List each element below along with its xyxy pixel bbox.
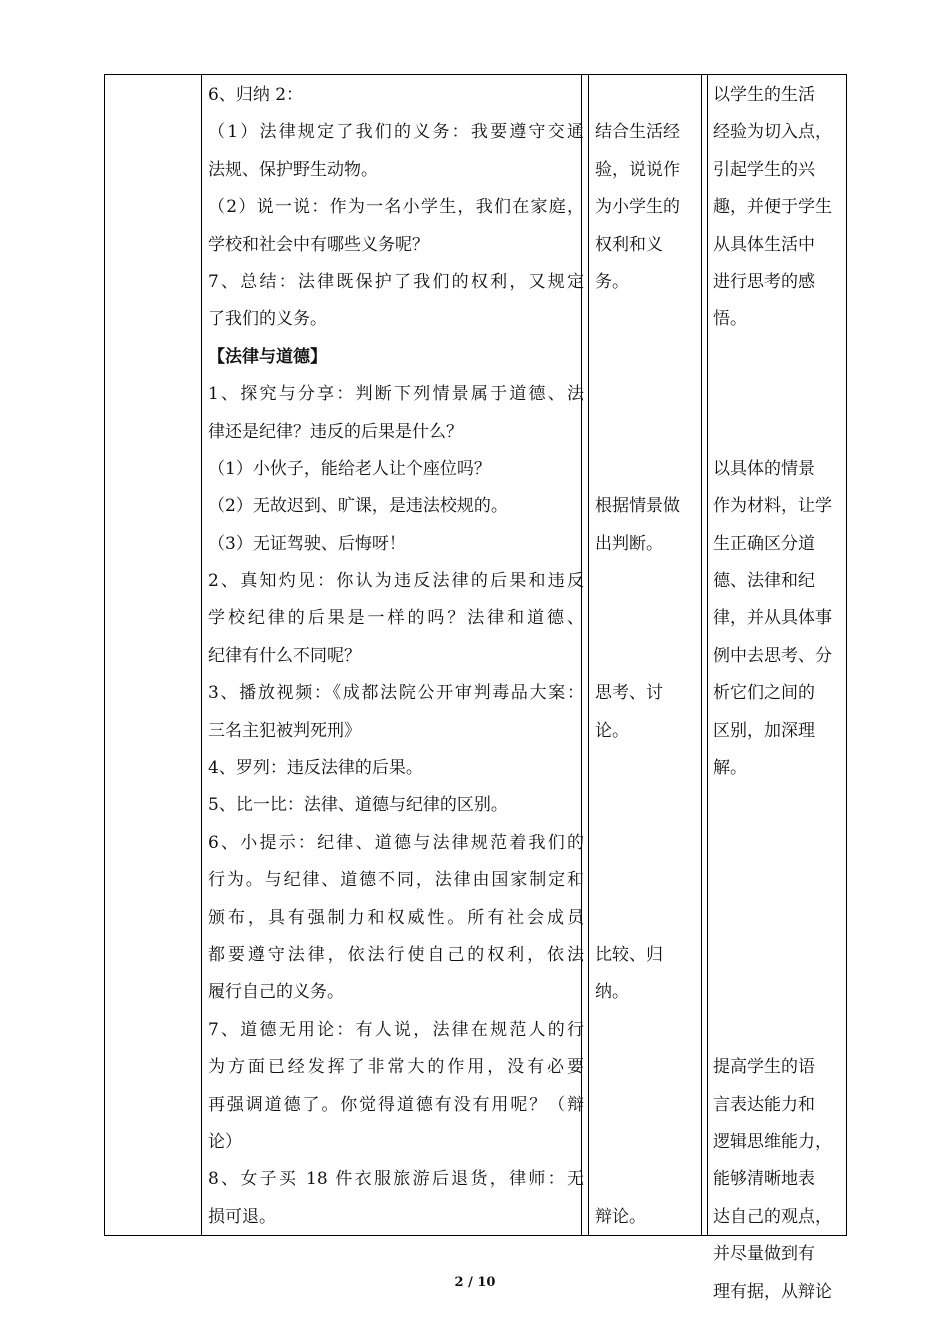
activity-line: 结合生活经: [595, 122, 680, 143]
intent-line: 从具体生活中: [713, 234, 815, 255]
activity-line: [595, 900, 695, 937]
teaching-line: 损可退。: [208, 1206, 276, 1227]
teaching-line: 8、女子买 18 件衣服旅游后退货，律师：无: [208, 1169, 584, 1190]
teaching-line: （1）小伙子，能给老人让个座位吗？: [208, 458, 491, 479]
activity-line: [595, 1012, 695, 1049]
activity-line: [595, 825, 695, 862]
teaching-line: （2）无故迟到、旷课，是违法校规的。: [208, 496, 508, 517]
intent-line: 经验为切入点，: [713, 122, 832, 143]
activity-line: 为小学生的: [595, 197, 680, 218]
intent-line: 以具体的情景: [713, 458, 815, 479]
activity-line: [595, 77, 695, 114]
teaching-line: 3、播放视频：《成都法院公开审判毒品大案：: [208, 683, 584, 704]
activity-line: 论。: [595, 720, 629, 741]
teaching-line: （2）说一说：作为一名小学生，我们在家庭，: [208, 197, 584, 218]
teaching-line: 4、罗列：违反法律的后果。: [208, 758, 423, 779]
activity-line: [595, 600, 695, 637]
intent-line: 德、法律和纪: [713, 571, 815, 592]
page-number: [0, 1275, 950, 1290]
activity-line: 务。: [595, 271, 629, 292]
intent-line: 进行思考的感: [713, 271, 815, 292]
activity-line: [595, 451, 695, 488]
total-pages: 10: [477, 1275, 496, 1290]
activity-line: [595, 750, 695, 787]
intent-line: 析它们之间的: [713, 683, 815, 704]
teaching-line: 2、真知灼见：你认为违反法律的后果和违反: [208, 571, 584, 592]
teaching-line: 学校和社会中有哪些义务呢？: [208, 234, 429, 255]
intent-line: 并尽量做到有: [713, 1244, 815, 1265]
teaching-line: 7、道德无用论：有人说，法律在规范人的行: [208, 1019, 584, 1040]
intent-line: 悟。: [713, 309, 747, 330]
intent-line: 引起学生的兴: [713, 159, 815, 180]
activity-line: [595, 1161, 695, 1198]
intent-line: 理有据，从辩论: [713, 1281, 832, 1302]
teaching-line: 律还是纪律？违反的后果是什么？: [208, 421, 463, 442]
activity-line: [595, 638, 695, 675]
intent-line: [713, 1012, 841, 1049]
activity-line: [595, 563, 695, 600]
teaching-line: 学校纪律的后果是一样的吗？法律和道德、: [208, 608, 584, 629]
activity-line: [595, 862, 695, 899]
intent-line: [713, 937, 841, 974]
intent-line: [713, 862, 841, 899]
column-divider: [701, 75, 702, 1235]
teaching-line: 5、比一比：法律、道德与纪律的区别。: [208, 795, 508, 816]
intent-line: 解。: [713, 758, 747, 779]
teaching-line: 6、小提示：纪律、道德与法律规范着我们的: [208, 832, 584, 853]
intent-line: [713, 900, 841, 937]
intent-line: 作为材料，让学: [713, 496, 832, 517]
activity-line: [595, 301, 695, 338]
activity-line: 辩论。: [595, 1206, 646, 1227]
activity-line: 权利和义: [595, 234, 663, 255]
intent-line: 逻辑思维能力，: [713, 1131, 832, 1152]
intent-line: 生正确区分道: [713, 533, 815, 554]
teaching-line: （1）法律规定了我们的义务：我要遵守交通: [208, 122, 584, 143]
teaching-line: 颁布，具有强制力和权威性。所有社会成员: [208, 907, 584, 928]
activity-line: 思考、讨: [595, 683, 663, 704]
intent-line: 提高学生的语: [713, 1057, 815, 1078]
intent-line: 达自己的观点，: [713, 1206, 832, 1227]
teaching-line: 6、归纳 2：: [208, 85, 304, 105]
intent-line: 能够清晰地表: [713, 1169, 815, 1190]
activity-line: [595, 376, 695, 413]
teaching-line: 【法律与道德】: [208, 346, 327, 367]
activity-line: [595, 1049, 695, 1086]
activity-line: 纳。: [595, 982, 629, 1003]
activity-line: [595, 339, 695, 376]
activity-line: 出判断。: [595, 533, 663, 554]
teaching-line: 履行自己的义务。: [208, 982, 344, 1003]
page-separator: /: [468, 1275, 473, 1290]
column-divider: [588, 75, 589, 1235]
column-divider: [201, 75, 202, 1235]
teaching-line: 为方面已经发挥了非常大的作用，没有必要: [208, 1057, 584, 1078]
teaching-process-column: [208, 77, 584, 1236]
activity-line: [595, 1087, 695, 1124]
teaching-line: 了我们的义务。: [208, 309, 327, 330]
current-page: 2: [454, 1275, 464, 1290]
activity-line: [595, 787, 695, 824]
intent-line: 言表达能力和: [713, 1094, 815, 1115]
activity-line: [595, 1124, 695, 1161]
teaching-line: 行为。与纪律、道德不同，法律由国家制定和: [208, 870, 584, 891]
activity-line: 验，说说作: [595, 159, 680, 180]
intent-line: [713, 825, 841, 862]
design-intent-column: [713, 77, 841, 1311]
intent-line: [713, 787, 841, 824]
intent-line: [713, 414, 841, 451]
student-activity-column: [595, 77, 695, 1236]
intent-line: 区别，加深理: [713, 720, 815, 741]
teaching-line: 7、总结：法律既保护了我们的权利，又规定: [208, 271, 584, 292]
intent-line: [713, 339, 841, 376]
teaching-line: 1、探究与分享：判断下列情景属于道德、法: [208, 384, 584, 405]
teaching-line: 都要遵守法律，依法行使自己的权利，依法: [208, 944, 584, 965]
teaching-line: 法规、保护野生动物。: [208, 159, 378, 180]
intent-line: 例中去思考、分: [713, 645, 832, 666]
intent-line: 趣，并便于学生: [713, 197, 832, 218]
teaching-line: 纪律有什么不同呢？: [208, 645, 361, 666]
intent-line: 以学生的生活: [713, 85, 815, 105]
activity-line: [595, 414, 695, 451]
teaching-line: 论）: [208, 1131, 242, 1152]
column-divider: [707, 75, 708, 1235]
teaching-line: 三名主犯被判死刑》: [208, 720, 361, 741]
teaching-line: 再强调道德了。你觉得道德有没有用呢？（辩: [208, 1094, 584, 1115]
teaching-line: （3）无证驾驶、后悔呀！: [208, 533, 406, 554]
intent-line: 律，并从具体事: [713, 608, 832, 629]
intent-line: [713, 974, 841, 1011]
intent-line: [713, 376, 841, 413]
activity-line: 根据情景做: [595, 496, 680, 517]
activity-line: 比较、归: [595, 944, 663, 965]
